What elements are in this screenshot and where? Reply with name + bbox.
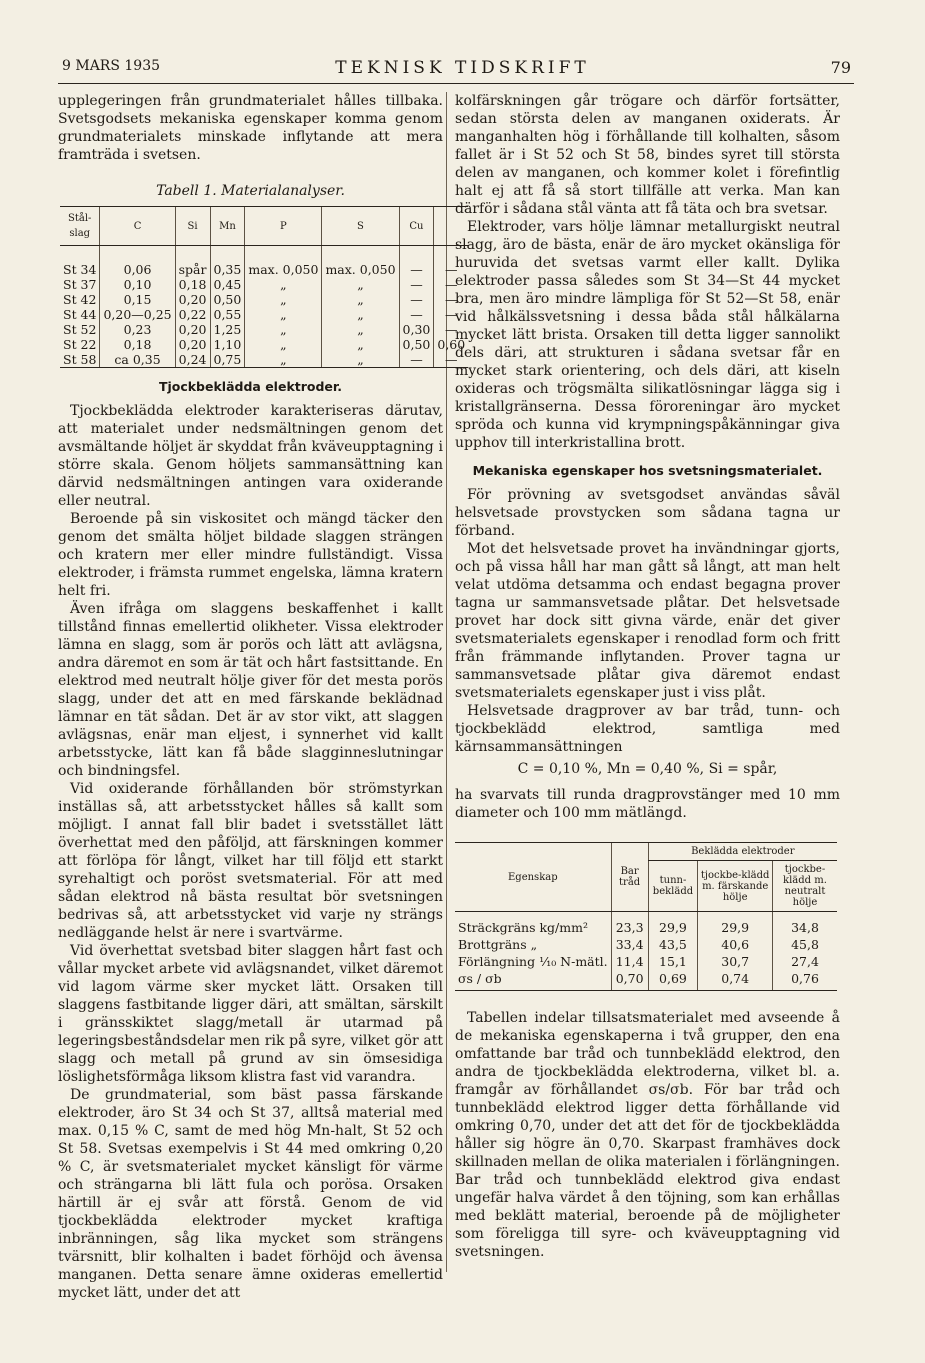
t1-cell: St 22 [63,337,97,352]
right-column [455,92,840,1261]
t1-cell: 0,20 [175,322,210,337]
t1-cell: — [399,277,434,292]
header-date: 9 MARS 1935 [62,58,161,74]
t1-cell: 0,20 [175,292,210,307]
t2-cell: σs / σb [455,970,611,991]
body-paragraph: De grundmaterial, som bäst passa färskande elektroder, äro St 34 och St 37, alltså material med max. 0,15 % C, samt de med hög Mn-halt, St 52 och St 58. Svetsas exempelvis i St 44 med omkring 0,20 % C, är svetsmaterialet mycket känsligt för värme och strängarna bli lätt fula och porösa. Orsaken härtill är ej svår att förstå. Genom de vid tjockbeklädda elektroder mycket kraftiga inbränningen, såg lika mycket som strängens tvärsnitt, blir kolhalten i badet förhöjd och ävensa manganen. Detta senare ämne oxideras emellertid mycket lätt, under det att [58,1087,443,1301]
t1-cell: — [434,352,468,368]
t1-header-cell: P [245,207,322,246]
table-row [60,322,468,337]
t1-cell: 0,50 [399,337,434,352]
body-paragraph: Mot det helsvetsade provet ha invändningar gjorts, och på vissa håll har man gått så långt, att man helt velat utdöma detsamma och endast begagna prover tagna ur sammansvetsade plåtar. Det helsvetsade provet har dock sitt givna värde, enär det giver svetsmaterialets egenskaper i renodlad form och fritt från främmande inflytanden. Prover tagna ur sammansvetsade plåtar giva däremot endast svetsmaterialets egenskaper just i viss plåt. [455,541,840,701]
t1-cell: — [399,292,434,307]
t1-header-cell: Cu [399,207,434,246]
table1-caption: Tabell 1. Materialanalyser. [156,183,345,199]
body-paragraph: Vid överhettat svetsbad biter slaggen hårt fast och vållar mycket arbete vid avlägsnandet, vilket däremot vid lagom värme sker mycket lätt. Orsaken till slaggens fastbitande ligger däri, att smältan, särskilt i gränsskiktet slagg/metall är utarmad på legeringsbeståndsdelar men rik på syre, vilket gör att slagg och metall på grund av sin ömsesidiga löslighetsförmåga liksom klistra fast vid varandra. [58,943,443,1085]
t1-cell: St 58 [60,352,100,368]
material-analysis-table [60,206,468,368]
table-row [455,970,837,991]
t1-header-cell: S [322,207,399,246]
header-rule [58,83,854,84]
t1-cell: — [434,322,468,337]
t1-cell: „ [322,322,399,337]
t2-cell: 45,8 [772,936,837,953]
t2-head-coated-group: Beklädda elektroder [648,843,837,861]
t1-cell: „ [245,292,322,307]
t2-cell: 29,9 [648,912,698,937]
t1-header-cell: C [100,207,175,246]
t1-cell: — [434,292,468,307]
table-row [455,953,837,970]
t1-header-cell: Si [175,207,210,246]
t2-cell: 0,74 [698,970,773,991]
t2-cell: 23,3 [611,912,648,937]
t1-cell: „ [322,352,399,368]
t1-cell: 0,06 [100,246,175,278]
t1-cell: 0,10 [100,277,175,292]
t2-cell: Brottgräns „ [458,937,538,952]
t1-cell: max. 0,050 [322,246,399,278]
table-row [60,307,468,322]
page-number: 79 [830,58,851,77]
t1-cell: 1,25 [210,322,245,337]
t2-cell: 43,5 [648,936,698,953]
table-row [60,277,468,292]
t1-cell: 0,45 [210,277,245,292]
t1-cell: „ [322,307,399,322]
t2-cell: 15,1 [648,953,698,970]
t1-cell: 0,35 [210,246,245,278]
t2-cell: 0,69 [648,970,698,991]
section-heading-mechanical: Mekaniska egenskaper hos svetsningsmaterialet. [472,463,823,478]
t2-cell: 0,70 [611,970,648,991]
table-row [60,246,468,278]
t1-cell: St 44 [63,307,97,322]
t1-cell: „ [322,277,399,292]
t1-cell: St 42 [63,292,97,307]
t2-cell: 30,7 [698,953,773,970]
t1-cell: „ [245,307,322,322]
t1-cell: „ [245,277,322,292]
body-paragraph: Även ifråga om slaggens beskaffenhet i kallt tillstånd finnas emellertid olikheter. Vissa elektroder lämna en slagg, som är porös och lätt att avlägsna, andra däremot en som är tät och hårt fastsittande. En elektrod med neutralt hölje giver för det mesta porös slagg, under det att en med färskande beklädnad lämnar en tät sådan. Det är av stor vikt, att slaggen avlägsnas, enär man eljest, i synnerhet vid kallt arbetsstycke, lätt kan få både slagginneslutningar och bindningsfel. [58,601,443,779]
left-column [58,92,466,1302]
t2-head-property: Egenskap [455,843,611,912]
t1-cell: 0,18 [175,277,210,292]
t2-cell: 11,4 [611,953,648,970]
t1-header-cell: Mn [210,207,245,246]
t1-cell: — [434,307,468,322]
t1-cell: max. 0,050 [245,246,322,278]
table-row [60,337,468,352]
t1-cell: „ [245,352,322,368]
body-paragraph: Beroende på sin viskositet och mängd täcker den genom det smälta höljet bildade slaggen strängen och kratern mer eller mindre fullständigt. Vissa elektroder, i främsta rummet engelska, lämna kratern helt fri. [58,511,443,599]
t2-head-thick-oxidizing: tjockbe-klädd m. färskande hölje [698,861,773,912]
t1-cell: 1,10 [210,337,245,352]
body-paragraph: För prövning av svetsgodset användas såväl helsvetsade provstycken som sådana tagna ur förband. [455,487,840,539]
body-paragraph: kolfärskningen går trögare och därför fortsätter, sedan största delen av manganen oxiderats. Är manganhalten hög i förhållande till kolhalten, såsom fallet är i St 52 och St 58, bindes syret till största delen av manganen, och kommer kolet i förefintlig halt ej att få så stort tillfälle att verka. Man kan därför i sådana stål vänta att få täta och bra svetsar. [455,93,840,217]
t1-cell: 0,15 [100,292,175,307]
t2-head-thin: tunn-beklädd [648,861,698,912]
body-paragraph: Vid oxiderande förhållanden bör strömstyrkan inställas så, att arbetsstycket hålles så kallt som möjligt. I annat fall blir badet i svetsstället lätt överhettat med den påföljd, att färskningen kommer att förlöpa för långt, vilket har till följd ett starkt syrehaltigt och poröst svetsmaterial. För att med sådan elektrod nå bästa resultat bör svetsningen bedrivas så, att arbetsstycket vid varje ny strängs nedläggande helst är nere i svartvärme. [58,781,443,941]
t1-cell: 0,55 [210,307,245,322]
t1-cell: 0,18 [100,337,175,352]
journal-title: TEKNISK TIDSKRIFT [335,58,590,78]
t1-cell: „ [245,322,322,337]
t2-cell: Sträckgräns kg/mm² [458,920,588,935]
t1-cell: 0,60 [434,337,468,352]
t1-header-cell: Stål-slag [60,207,100,246]
composition-formula: C = 0,10 %, Mn = 0,40 %, Si = spår, [517,761,778,777]
paragraph-table-discussion: Tabellen indelar tillsatsmaterialet med avseende å de mekaniska egenskaperna i två grupper, den ena omfattande bar tråd och tunnbeklädd elektrod, den andra de tjockbeklädda elektroderna, vilket bl. a. framgår av förhållandet σs/σb. För bar tråd och tunnbeklädd elektrod ligger detta förhållande vid omkring 0,70, under det att det för de tjockbeklädda håller sig högre än 0,70. Skarpast framhäves dock skillnaden mellan de olika materialen i förlängningen. Bar tråd och tunnbeklädd elektrod giva endast ungefär halva värdet å den töjning, som kan erhållas med beklätt material, beroende på de möjligheter som föreligga till syre- och kväveupptagning vid svetsningen. [455,1010,840,1260]
t2-cell: 40,6 [698,936,773,953]
table-row [455,936,837,953]
table-row [455,912,837,937]
t1-cell: spår [175,246,210,278]
section-heading-thick-electrodes: Tjockbeklädda elektroder. [158,379,343,394]
t2-cell: 34,8 [772,912,837,937]
t1-cell: 0,23 [100,322,175,337]
t2-cell: Förlängning ⅒ N-mätl. [458,954,608,969]
body-paragraph: Tjockbeklädda elektroder karakteriseras därutav, att materialet under nedsmältningen genom det avsmältande höljet är skyddat från kväveupptagning i större skala. Genom höljets sammansättning kan därvid nedsmältningen antingen vara oxiderande eller neutral. [58,403,443,509]
t2-cell: 27,4 [772,953,837,970]
t1-cell: „ [322,292,399,307]
t2-head-thick-neutral: tjockbe-klädd m. neutralt hölje [772,861,837,912]
t2-cell: 29,9 [698,912,773,937]
t1-cell: 0,75 [210,352,245,368]
t1-cell: „ [322,337,399,352]
body-paragraph: Helsvetsade dragprover av bar tråd, tunn- och tjockbeklädd elektrod, samtliga med kärnsammansättningen [455,703,840,755]
t1-cell: St 37 [63,277,97,292]
mechanical-properties-table [455,842,837,991]
table-row [60,352,468,368]
t1-cell: St 52 [63,322,97,337]
t2-cell: 33,4 [611,936,648,953]
t2-head-bare-wire: Bar tråd [611,843,648,912]
t1-cell: — [434,246,468,278]
t2-cell: 0,76 [772,970,837,991]
t1-cell: — [399,352,434,368]
t1-cell: 0,30 [399,322,434,337]
t1-cell: „ [245,337,322,352]
t1-cell: 0,22 [175,307,210,322]
t1-cell: St 34 [63,262,97,277]
t1-cell: 0,20—0,25 [100,307,175,322]
t1-cell: ca 0,35 [100,352,175,368]
t1-cell: 0,20 [175,337,210,352]
t1-cell: — [399,246,434,278]
t1-cell: 0,24 [175,352,210,368]
paragraph-specimens: ha svarvats till runda dragprovstänger med 10 mm diameter och 100 mm mätlängd. [455,787,840,821]
intro-paragraph: upplegeringen från grundmaterialet hålles tillbaka. Svetsgodsets mekaniska egenskaper komma genom grundmaterialets minskade inflytande att mera framträda i svetsen. [58,93,443,163]
body-paragraph: Elektroder, vars hölje lämnar metallurgiskt neutral slagg, äro de bästa, enär de äro mycket okänsliga för huruvida det svetsas varmt eller kallt. Dylika elektroder passa således som St 34—St 44 mycket bra, men äro mindre lämpliga för St 52—St 58, enär vid hålkälssvetsning i dessa båda stål hålkälarna mycket lätt brista. Orsaken till detta ligger sannolikt dels däri, att strukturen i sådana svetsar får en mycket stark orientering, och dels däri, att kiseln oxideras och trögsmälta silikatlösningar lägga sig i kristallgränserna. Dessa föroreningar äro mycket spröda och kunna vid krympningspåkänningar giva upphov till interkristallina brott. [455,219,840,451]
t1-cell: — [434,277,468,292]
t1-cell: 0,50 [210,292,245,307]
table-row [60,292,468,307]
t1-cell: — [399,307,434,322]
